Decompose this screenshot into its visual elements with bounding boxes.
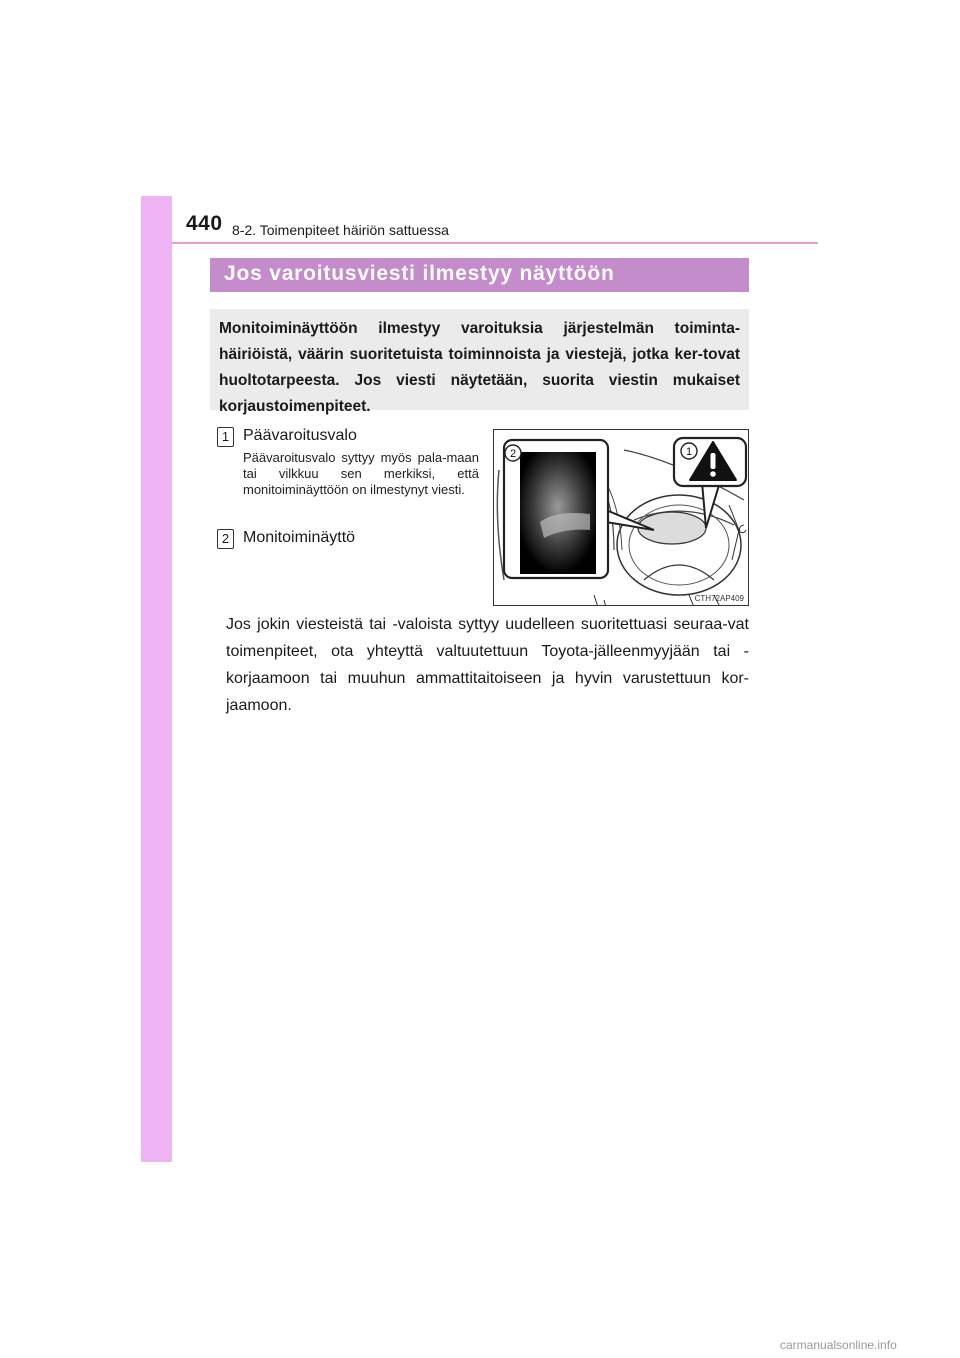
watermark: carmanualsonline.info (780, 1338, 897, 1352)
intro-box (210, 309, 749, 415)
dashboard-illustration (493, 429, 749, 606)
page-number: 440 (186, 212, 223, 235)
body-text: Jos jokin viesteistä tai -valoista syttyy uudelleen suoritettuasi seuraa-vat toimenpiteet, ota yhteyttä valtuutettuun Toyota-jälleenmyyjään tai -korjaamoon tai muuhun ammattitaitoiseen ja hyvin varustettuun kor-jaamoon. (226, 616, 749, 714)
figure-callout-2: 2 (509, 448, 517, 460)
dashboard-drawing (494, 430, 749, 606)
section-title: 8-2. Toimenpiteet häiriön sattuessa (232, 222, 449, 238)
item-number-badge-2: 2 (217, 529, 234, 549)
item-description-master-warning-light: Päävaroitusvalo syttyy myös pala-maan tai vilkkuu sen merkiksi, että monitoiminäyttöön on ilmestynyt viesti. (243, 450, 479, 497)
banner-title: Jos varoitusviesti ilmestyy näyttöön (224, 262, 615, 285)
item-number-badge-1: 1 (217, 427, 234, 447)
side-color-strip (141, 196, 172, 1162)
item-title-master-warning-light: Päävaroitusvalo (243, 427, 357, 444)
figure-code: CTH72AP409 (694, 594, 744, 603)
item-title-multi-information-display: Monitoiminäyttö (243, 529, 356, 546)
intro-text: Monitoiminäyttöön ilmestyy varoituksia järjestelmän toiminta-häiriöistä, väärin suoritetuista toiminnoista ja viestejä, jotka ker-tovat huoltotarpeesta. Jos viesti näytetään, suorita viestin mukaiset korjaustoimenpiteet. (219, 320, 740, 415)
figure-callout-1: 1 (685, 446, 693, 458)
section-banner (210, 258, 749, 292)
